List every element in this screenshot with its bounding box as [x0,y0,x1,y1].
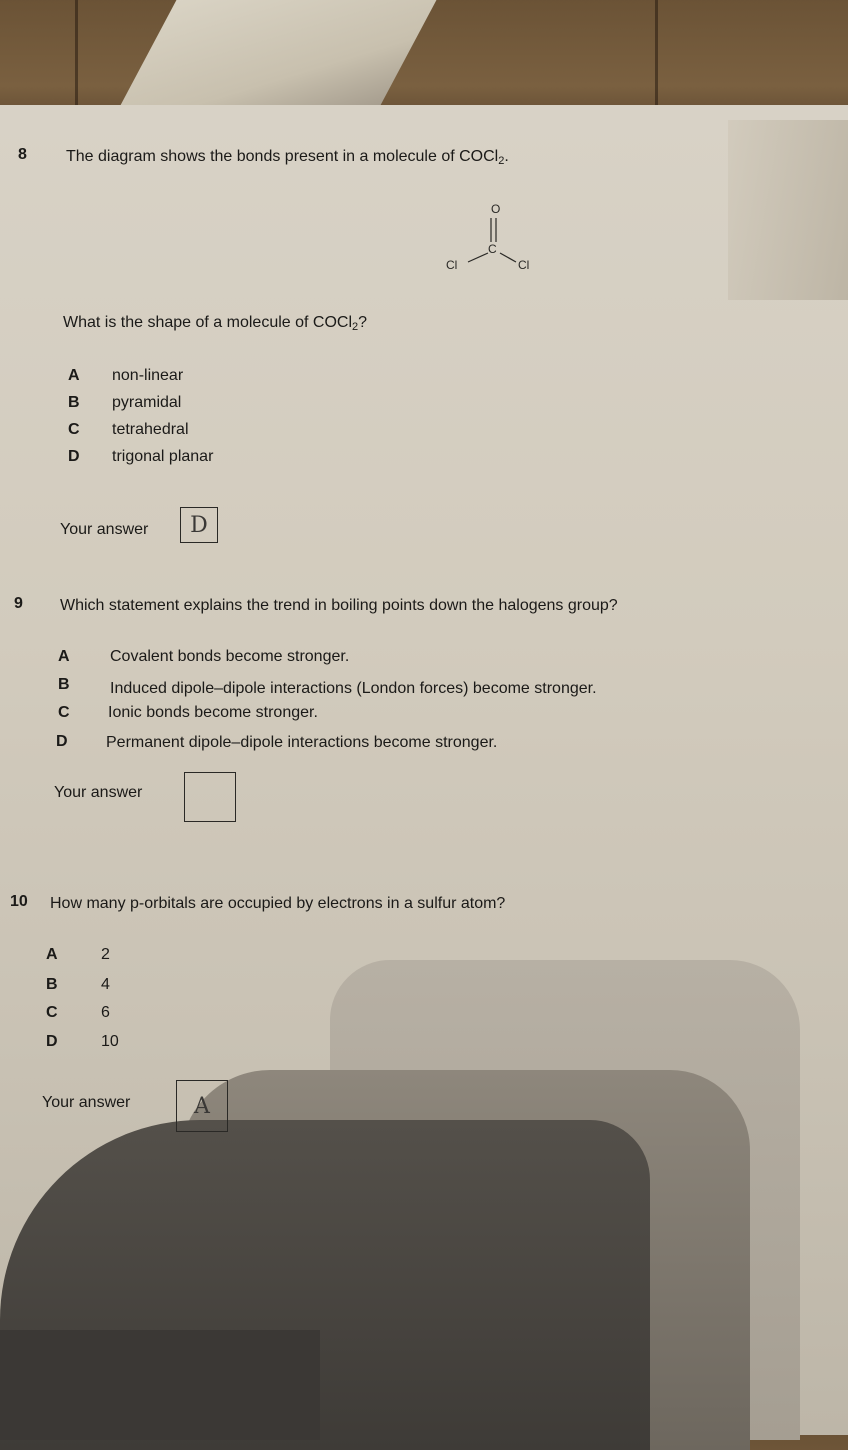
q8-option-c-text: tetrahedral [112,421,189,438]
question-8-stem: The diagram shows the bonds present in a molecule of COCl$_2$. [66,148,509,167]
q10-option-b-letter: B [46,976,58,993]
q8-option-b-letter: B [68,394,80,411]
chlorine-atom-right-label: Cl [518,258,530,272]
chlorine-atom-left-label: Cl [446,258,458,272]
q8-option-d-text: trigonal planar [112,448,214,465]
oxygen-atom-label: O [491,202,501,216]
q9-option-d-text: Permanent dipole–dipole interactions become stronger. [106,734,498,751]
carbon-atom-label: C [488,242,497,256]
q9-option-c-text: Ionic bonds become stronger. [108,704,318,721]
q10-option-a-letter: A [46,946,58,963]
q8-answer-box[interactable]: D [180,507,218,543]
q10-answer-box[interactable]: A [176,1080,228,1132]
q8-option-d-letter: D [68,448,80,465]
q9-answer-label: Your answer [54,784,143,801]
q9-option-a-text: Covalent bonds become stronger. [110,648,350,665]
paper-edge [728,120,848,300]
dark-shadow-bottom [0,1330,320,1440]
q9-option-d-letter: D [56,733,68,750]
question-8-prompt: What is the shape of a molecule of COCl$_2$? [63,314,368,333]
q10-option-c-letter: C [46,1004,58,1021]
q8-option-a-letter: A [68,367,80,384]
q10-answer-label: Your answer [42,1094,131,1111]
cocl2-structure-diagram [440,195,550,275]
question-9-number: 9 [14,595,23,612]
q10-option-a-text: 2 [101,946,110,963]
q9-option-b-letter: B [58,676,70,693]
q8-answer-label: Your answer [60,521,149,538]
q9-answer-box[interactable] [184,772,236,822]
q10-option-d-text: 10 [101,1033,119,1050]
question-10-number: 10 [10,893,28,910]
q9-option-b-text: Induced dipole–dipole interactions (London forces) become stronger. [110,680,597,697]
q10-option-b-text: 4 [101,976,110,993]
question-10-stem: How many p-orbitals are occupied by electrons in a sulfur atom? [50,895,506,912]
q10-option-c-text: 6 [101,1004,110,1021]
question-8-number: 8 [18,146,27,163]
question-9-stem: Which statement explains the trend in boiling points down the halogens group? [60,597,618,614]
q8-option-b-text: pyramidal [112,394,182,411]
q8-option-a-text: non-linear [112,367,184,384]
q10-option-d-letter: D [46,1033,58,1050]
q9-option-a-letter: A [58,648,70,665]
q8-option-c-letter: C [68,421,80,438]
q9-option-c-letter: C [58,704,70,721]
